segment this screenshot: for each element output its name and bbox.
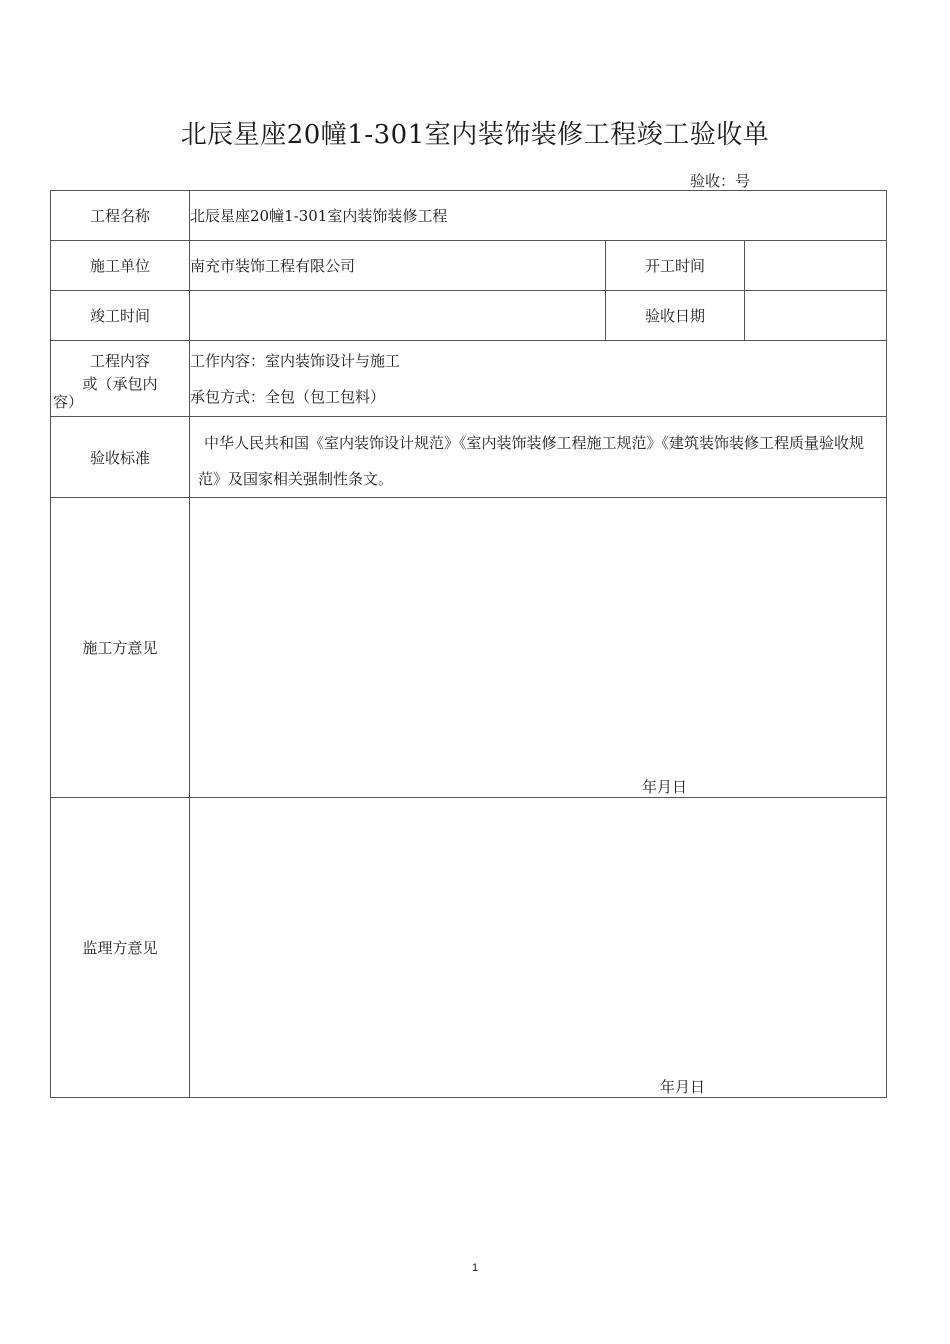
contractor-label: 施工单位 — [51, 241, 190, 291]
start-date-label: 开工时间 — [606, 241, 745, 291]
acceptance-number-label: 验收：号 — [690, 172, 751, 190]
supervisor-opinion-date: 年月日 — [660, 1078, 706, 1096]
work-content-text: 工作内容：室内装饰设计与施工 — [190, 351, 401, 370]
page-number: 1 — [471, 1262, 479, 1274]
contract-mode-text: 承包方式：全包（包工包料） — [190, 387, 386, 406]
contractor-value[interactable]: 南充市装饰工程有限公司 — [190, 241, 606, 291]
project-content-label-line3: 容） — [53, 392, 84, 411]
row-project-name — [51, 191, 887, 241]
supervisor-opinion-area[interactable] — [190, 798, 887, 1098]
contractor-opinion-label: 施工方意见 — [51, 498, 190, 798]
project-content-label — [51, 341, 190, 417]
completion-date-value[interactable] — [190, 291, 606, 341]
acceptance-date-value[interactable] — [745, 291, 887, 341]
acceptance-standard-label: 验收标准 — [51, 417, 190, 498]
acceptance-date-label: 验收日期 — [606, 291, 745, 341]
row-project-content — [51, 341, 887, 417]
contractor-opinion-area[interactable] — [190, 498, 887, 798]
project-content-value[interactable] — [190, 341, 887, 417]
page-title: 北辰星座20幢1-301室内装饰装修工程竣工验收单 — [180, 120, 770, 150]
acceptance-standard-cell — [190, 417, 887, 498]
row-contractor — [51, 241, 887, 291]
row-supervisor-opinion — [51, 798, 887, 1098]
project-content-label-line1: 工程内容 — [89, 351, 150, 370]
acceptance-standard-value: 中华人民共和国《室内装饰设计规范》《室内装饰装修工程施工规范》《建筑装饰装修工程质量验收规范》及国家相关强制性条文。 — [198, 434, 865, 488]
acceptance-form-table — [50, 190, 887, 1098]
row-contractor-opinion — [51, 498, 887, 798]
project-content-label-line2: 或（承包内 — [82, 374, 158, 393]
completion-date-label: 竣工时间 — [51, 291, 190, 341]
project-name-label: 工程名称 — [51, 191, 190, 241]
project-name-value[interactable]: 北辰星座20幢1-301室内装饰装修工程 — [190, 191, 887, 241]
supervisor-opinion-label: 监理方意见 — [51, 798, 190, 1098]
contractor-opinion-date: 年月日 — [642, 778, 688, 796]
row-acceptance-standard — [51, 417, 887, 498]
start-date-value[interactable] — [745, 241, 887, 291]
row-completion — [51, 291, 887, 341]
